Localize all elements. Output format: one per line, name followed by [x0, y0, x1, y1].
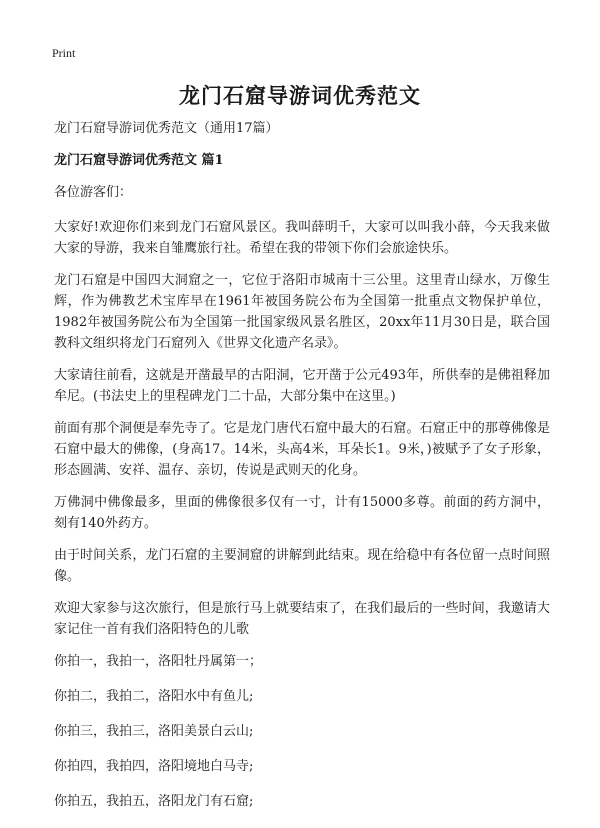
greeting-paragraph: 各位游客们：	[54, 185, 133, 200]
paragraph: 龙门石窟是中国四大洞窟之一，它位于洛阳市城南十三公里。这里青山绿水，万像生辉，作为佛教艺术宝库早在1961年被国务院公布为全国第一批重点文物保护单位，1982年被国务院公布为全国第一批国家级风景名胜区，20xx年11月30日是，联合国教科文组织将龙门石窟列入《世界文化遗产名录》。	[54, 273, 550, 351]
rhyme-line: 你拍三，我拍三，洛阳美景白云山;	[54, 724, 254, 739]
print-label: Print	[52, 46, 76, 60]
document-body	[54, 120, 550, 826]
page-title: 龙门石窟导游词优秀范文	[179, 83, 421, 108]
rhyme-line: 你拍四，我拍四，洛阳境地白马寺;	[54, 759, 254, 774]
paragraph: 大家好!欢迎你们来到龙门石窟风景区。我叫薛明千，大家可以叫我小薛，今天我来做大家的导游，我来自雏鹰旅行社。希望在我的带领下你们会旅途快乐。	[54, 220, 550, 256]
paragraph: 前面有那个洞便是奉先寺了。它是龙门唐代石窟中最大的石窟。石窟正中的那尊佛像是石窟中最大的佛像，(身高17。14米，头高4米，耳朵长1。9米，)被赋予了女子形象，形态圆满、安祥、温存、亲切，传说是武则天的化身。	[54, 421, 550, 478]
paragraph: 万佛洞中佛像最多，里面的佛像很多仅有一寸，计有15000多尊。前面的药方洞中，刻有140外药方。	[54, 495, 550, 531]
rhyme-line: 你拍一，我拍一，洛阳牡丹属第一；	[54, 654, 263, 669]
section-heading: 龙门石窟导游词优秀范文 篇1	[54, 153, 224, 168]
paragraph: 由于时间关系，龙门石窟的主要洞窟的讲解到此结束。现在给稳中有各位留一点时间照像。	[54, 548, 550, 584]
paragraph: 欢迎大家参与这次旅行，但是旅行马上就要结束了，在我们最后的一些时间，我邀请大家记住一首有我们洛阳特色的儿歌	[54, 601, 550, 637]
rhyme-line: 你拍二，我拍二，洛阳水中有鱼儿;	[54, 689, 254, 704]
rhyme-line: 你拍五，我拍五，洛阳龙门有石窟;	[54, 794, 254, 809]
document-subtitle: 龙门石窟导游词优秀范文（通用17篇）	[54, 121, 279, 136]
paragraph: 大家请往前看，这就是开凿最早的古阳洞，它开凿于公元493年，所供奉的是佛祖释加牟尼。(书法史上的里程碑龙门二十品，大部分集中在这里。)	[54, 368, 550, 404]
